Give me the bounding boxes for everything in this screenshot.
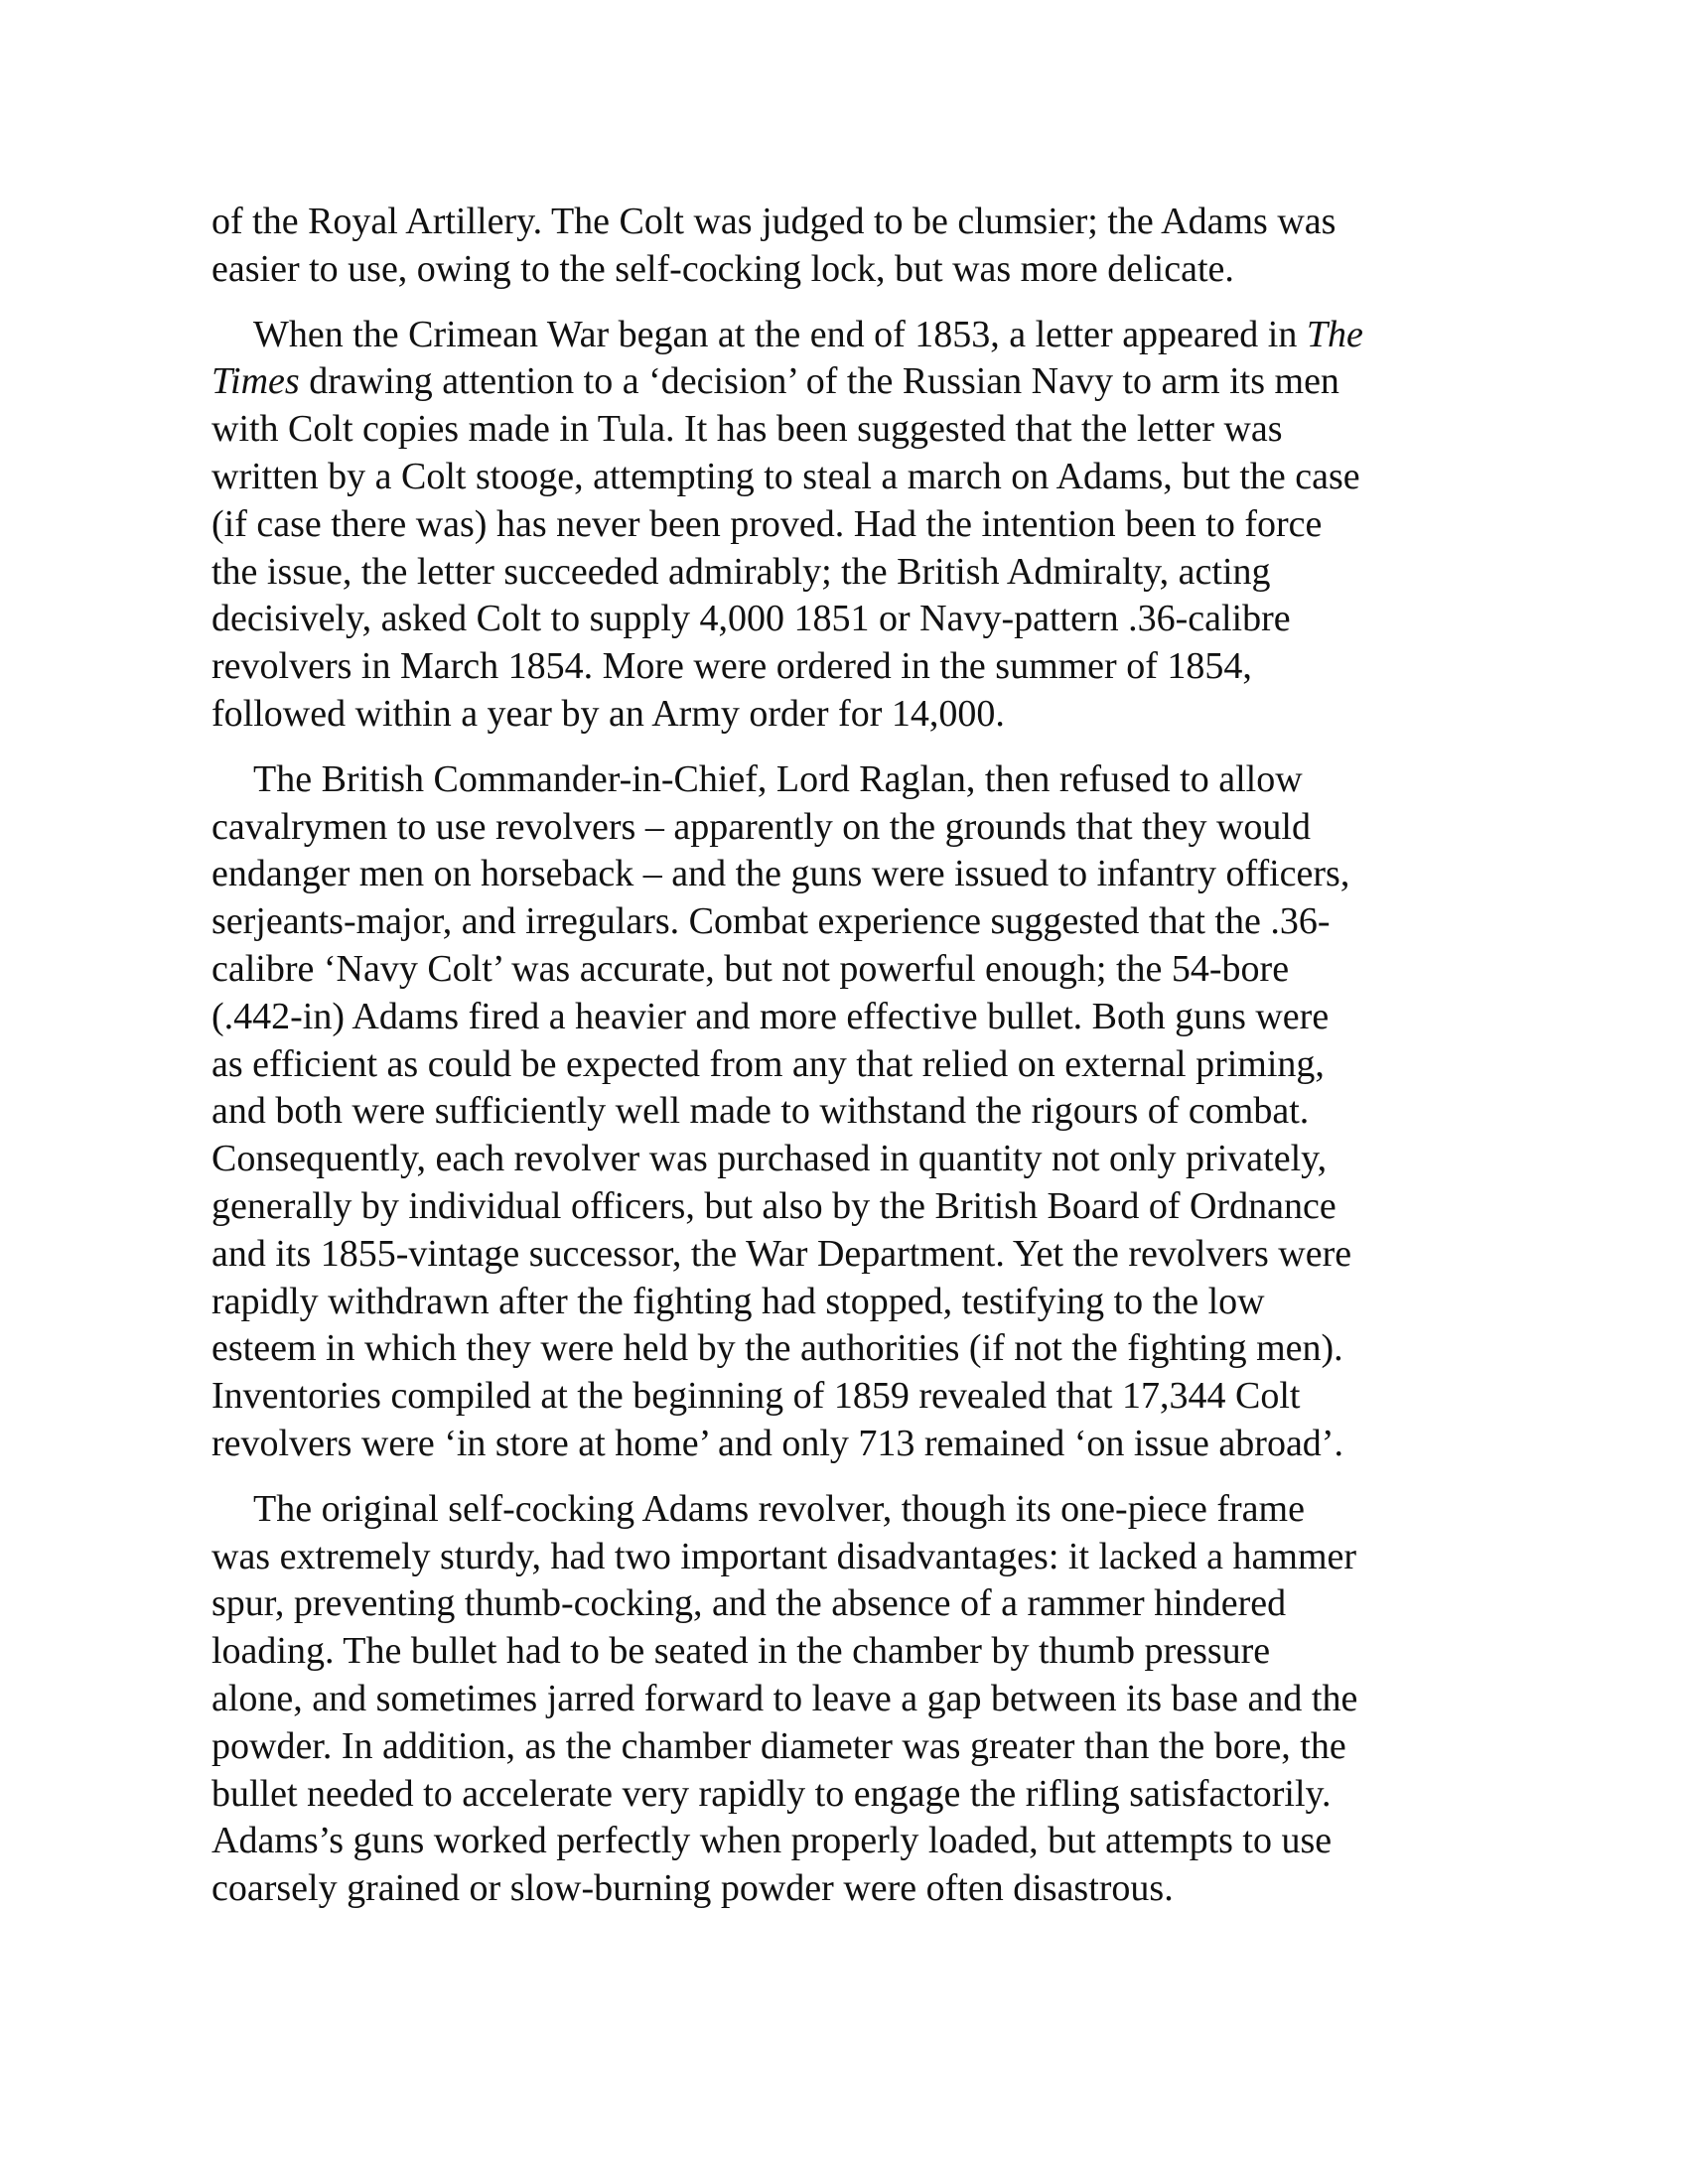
text-line: as efficient as could be expected from any that relied on external priming, — [211, 1042, 1325, 1085]
text-line: rapidly withdrawn after the fighting had stopped, testifying to the low — [211, 1280, 1265, 1322]
paragraph-3 — [211, 756, 1473, 1468]
text-run: drawing attention to a ‘decision’ of the Russian Navy to arm its men — [299, 360, 1339, 403]
text-line: of the Royal Artillery. The Colt was judged to be clumsier; the Adams was — [211, 201, 1336, 242]
text-line: (.442-in) Adams fired a heavier and more effective bullet. Both guns were — [211, 995, 1330, 1037]
text-line: endanger men on horseback – and the guns were issued to infantry officers, — [211, 853, 1350, 895]
text-line: Consequently, each revolver was purchased in quantity not only privately, — [211, 1138, 1328, 1180]
text-run: When the Crimean War began at the end of 1853, a letter appeared in — [253, 313, 1298, 355]
text-line: esteem in which they were held by the authorities (if not the fighting men). — [211, 1327, 1343, 1370]
text-line: (if case there was) has never been proved. Had the intention been to force — [211, 502, 1323, 545]
text-line: easier to use, owing to the self-cocking lock, but was more delicate. — [211, 247, 1234, 290]
text-line: spur, preventing thumb-cocking, and the absence of a rammer hindered — [211, 1582, 1287, 1625]
text-line: alone, and sometimes jarred forward to leave a gap between its base and the — [211, 1677, 1358, 1719]
text-line: loading. The bullet had to be seated in the chamber by thumb pressure — [211, 1630, 1271, 1673]
publication-title: Times — [211, 360, 300, 403]
paragraph-2 — [211, 312, 1473, 739]
text-line: generally by individual officers, but also by the British Board of Ordnance — [211, 1184, 1336, 1227]
text-line: serjeants-major, and irregulars. Combat experience suggested that the .36- — [211, 900, 1331, 943]
text-line: revolvers were ‘in store at home’ and only 713 remained ‘on issue abroad’. — [211, 1422, 1343, 1464]
text-line: bullet needed to accelerate very rapidly to engage the rifling satisfactorily. — [211, 1772, 1332, 1815]
paragraph-1 — [211, 199, 1473, 294]
text-line: was extremely sturdy, had two important disadvantages: it lacked a hammer — [211, 1535, 1357, 1577]
text-line: coarsely grained or slow-burning powder were often disastrous. — [211, 1867, 1174, 1910]
text-line: powder. In addition, as the chamber diameter was greater than the bore, the — [211, 1724, 1346, 1767]
text-line: calibre ‘Navy Colt’ was accurate, but not powerful enough; the 54-bore — [211, 947, 1290, 990]
text-line: The British Commander-in-Chief, Lord Raglan, then refused to allow — [253, 757, 1303, 800]
text-line: followed within a year by an Army order for 14,000. — [211, 692, 1005, 735]
paragraph-4 — [211, 1486, 1473, 1913]
text-line: with Colt copies made in Tula. It has been suggested that the letter was — [211, 408, 1283, 451]
text-line: cavalrymen to use revolvers – apparently on the grounds that they would — [211, 805, 1311, 848]
text-line — [211, 358, 1473, 406]
text-line: The original self-cocking Adams revolver, though its one-piece frame — [253, 1487, 1305, 1530]
text-line: written by a Colt stooge, attempting to steal a march on Adams, but the case — [211, 455, 1360, 497]
text-line: decisively, asked Colt to supply 4,000 1851 or Navy-pattern .36-calibre — [211, 598, 1291, 640]
text-line — [211, 312, 1473, 359]
page-body — [211, 199, 1473, 1913]
text-line: and both were sufficiently well made to withstand the rigours of combat. — [211, 1090, 1310, 1133]
publication-title: The — [1306, 313, 1363, 355]
text-line: and its 1855-vintage successor, the War Department. Yet the revolvers were — [211, 1232, 1352, 1275]
text-line: revolvers in March 1854. More were ordered in the summer of 1854, — [211, 645, 1252, 688]
text-line: the issue, the letter succeeded admirably; the British Admiralty, acting — [211, 550, 1271, 593]
text-line: Adams’s guns worked perfectly when properly loaded, but attempts to use — [211, 1820, 1333, 1862]
text-line: Inventories compiled at the beginning of 1859 revealed that 17,344 Colt — [211, 1375, 1301, 1418]
